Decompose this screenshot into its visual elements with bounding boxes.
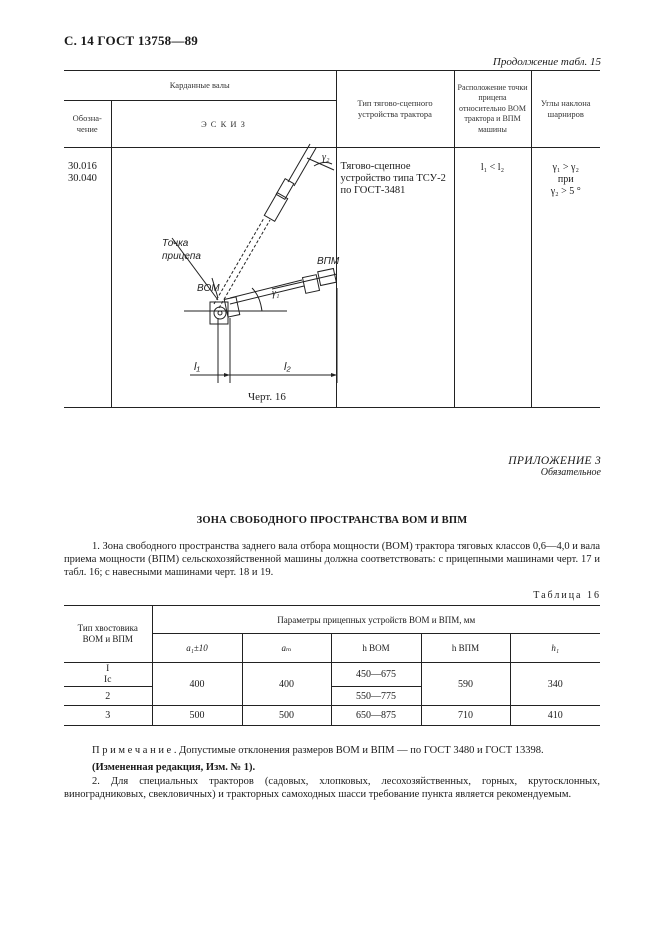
section-title: ЗОНА СВОБОДНОГО ПРОСТРАНСТВА ВОМ И ВПМ <box>196 515 468 526</box>
col-sketch-header: Э С К И З <box>111 101 336 148</box>
cell-h1-3: 410 <box>510 706 600 726</box>
cell-hvom-3: 650—875 <box>331 706 421 726</box>
table-16-caption: Таблица 16 <box>533 590 601 601</box>
label-vpm: ВПМ <box>316 256 339 267</box>
label-pritsepa: прицепа <box>161 251 201 262</box>
col-hvpm-header: h ВПМ <box>421 634 510 663</box>
drawing-caption: Черт. 16 <box>247 391 286 403</box>
label-gamma1: γ₁ <box>271 288 279 299</box>
label-tochka: Точка <box>161 238 188 249</box>
label-l1: l₁ <box>193 361 200 373</box>
note-label: П р и м е ч а н и е . <box>92 745 177 756</box>
table-row-type-3: 3 <box>64 706 152 726</box>
paragraph-2: 2. Для специальных тракторов (садовых, хлопковых, лесохозяйственных, горных, крутосклонных, виноградниковых, свекловичных) и тракторных самоходных шасси требование пункта является рекомендуемым. <box>64 776 600 800</box>
label-l2: l₂ <box>283 361 291 373</box>
col-hitch-point-header: Расположение точки прицепа относительно ВОМ трактора и ВПМ машины <box>454 71 531 148</box>
cell-hvpm-1: 590 <box>421 663 510 706</box>
row-hitch-point: l₁ < l₂ <box>454 148 531 408</box>
cell-a1-3: 500 <box>152 706 242 726</box>
label-vom: ВОМ <box>196 283 220 294</box>
cell-h1-1: 340 <box>510 663 600 706</box>
row-angles: γ₁ > γ₂ при γ₂ > 5 ° <box>531 148 600 408</box>
table-15 <box>64 70 600 408</box>
amended-note: (Измененная редакция, Изм. № 1). <box>92 762 256 773</box>
col-am-header: aₘ <box>242 634 331 663</box>
appendix-title: ПРИЛОЖЕНИЕ 3 <box>508 455 601 467</box>
cell-hvom-1: 450—675 <box>331 663 421 687</box>
row-hitch-type: Тягово-сцепное устройство типа ТСУ-2 по ГОСТ-3481 <box>336 148 454 408</box>
col-params-header: Параметры прицепных устройств ВОМ и ВПМ, мм <box>152 606 600 634</box>
paragraph-1: 1. Зона свободного пространства заднего вала отбора мощности (ВОМ) трактора тяговых классов 0,6—4,0 и вала приема мощности (ВПМ) сельскохозяйственной машины должна соответствовать: с прицепными машинами черт. 17 и табл. 16; с навесными машинами черт. 18 и 19. <box>64 541 600 578</box>
table-row-type-2: 2 <box>64 687 152 706</box>
row-designation: 30.016 30.040 <box>64 148 111 408</box>
appendix-header <box>508 455 601 478</box>
note <box>64 744 600 757</box>
table-continuation-label: Продолжение табл. 15 <box>492 56 601 68</box>
col-designation-header: Обозна- чение <box>64 101 111 148</box>
chert-16-drawing <box>112 148 337 408</box>
label-gamma2: γ₂ <box>321 152 329 163</box>
page-header: С. 14 ГОСТ 13758—89 <box>64 33 198 48</box>
sketch-cell <box>111 148 339 408</box>
note-text: Допустимые отклонения размеров ВОМ и ВПМ — по ГОСТ 3480 и ГОСТ 13398. <box>179 745 544 756</box>
col-hitch-type-header: Тип тягово-сцепного устройства трактора <box>336 71 454 148</box>
cell-am-1: 400 <box>242 663 331 706</box>
col-cardan-header: Карданные валы <box>64 71 336 101</box>
col-a1-header: a₁±10 <box>152 634 242 663</box>
col-angles-header: Углы наклона шарниров <box>531 71 600 148</box>
col-type-header: Тип хвостовика ВОМ и ВПМ <box>64 606 152 663</box>
table-16 <box>64 605 600 726</box>
appendix-subtitle: Обязательное <box>540 467 601 478</box>
cell-hvpm-3: 710 <box>421 706 510 726</box>
table-row-type-1: I Iс <box>64 663 152 687</box>
col-h1-header: h₁ <box>510 634 600 663</box>
cell-am-3: 500 <box>242 706 331 726</box>
cell-a1-1: 400 <box>152 663 242 706</box>
cell-hvom-2: 550—775 <box>331 687 421 706</box>
col-hvom-header: h ВОМ <box>331 634 421 663</box>
